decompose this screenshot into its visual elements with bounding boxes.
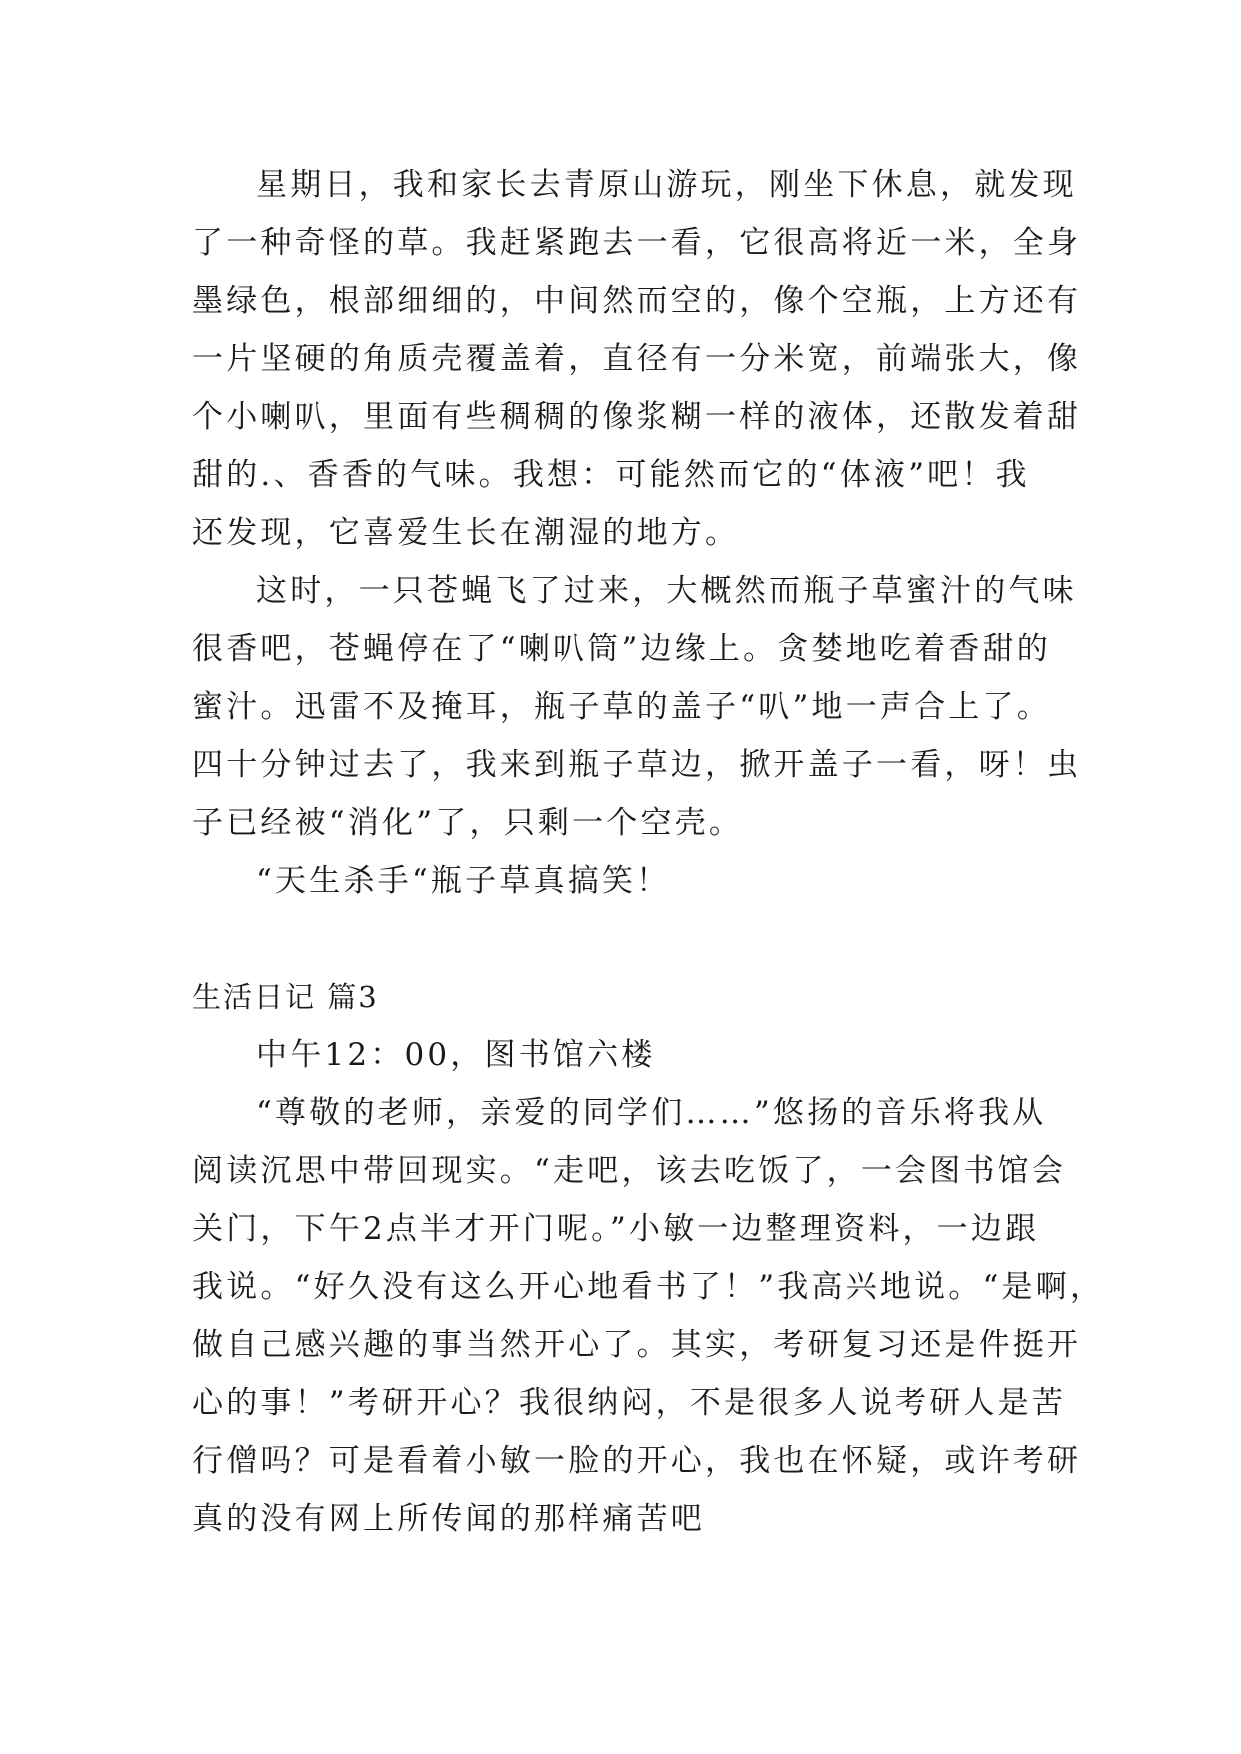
section-p-line-3: 关门，下午2点半才开门呢。”小敏一边整理资料，一边跟 — [192, 1211, 1040, 1247]
story-p3-line-1: “天生杀手“瓶子草真搞笑！ — [256, 863, 671, 899]
story-p2-line-4: 四十分钟过去了，我来到瓶子草边，掀开盖子一看，呀！虫 — [192, 747, 1082, 783]
section-p-line-8: 真的没有网上所传闻的那样痛苦吧 — [192, 1501, 705, 1537]
story-p2-line-2: 很香吧，苍蝇停在了“喇叭筒”边缘上。贪婪地吃着香甜的 — [192, 631, 1051, 667]
story-p1-line-5: 个小喇叭，里面有些稠稠的像浆糊一样的液体，还散发着甜 — [192, 399, 1082, 435]
story-p2-line-3: 蜜汁。迅雷不及掩耳，瓶子草的盖子“叭”地一声合上了。 — [192, 689, 1051, 725]
story-p1-line-7: 还发现，它喜爱生长在潮湿的地方。 — [192, 515, 740, 551]
section-p-line-5: 做自己感兴趣的事当然开心了。其实，考研复习还是件挺开 — [192, 1327, 1082, 1363]
story-p2-line-5: 子已经被“消化”了，只剩一个空壳。 — [192, 805, 744, 841]
story-p2-line-1: 这时，一只苍蝇飞了过来，大概然而瓶子草蜜汁的气味 — [256, 573, 1077, 609]
section-p-line-6: 心的事！”考研开心？我很纳闷，不是很多人说考研人是苦 — [192, 1385, 1067, 1421]
section-p-line-7: 行僧吗？可是看着小敏一脸的开心，我也在怀疑，或许考研 — [192, 1443, 1082, 1479]
section-p-line-2: 阅读沉思中带回现实。“走吧，该去吃饭了，一会图书馆会 — [192, 1153, 1067, 1189]
story-p1-line-3: 墨绿色，根部细细的，中间然而空的，像个空瓶，上方还有 — [192, 283, 1082, 319]
section-heading: 生活日记 篇3 — [192, 980, 379, 1014]
section-p-line-4: 我说。“好久没有这么开心地看书了！”我高兴地说。“是啊， — [192, 1269, 1105, 1305]
story-p1-line-6: 甜的.、香香的气味。我想：可能然而它的“体液”吧！我 — [192, 457, 1030, 493]
story-p1-line-1: 星期日，我和家长去青原山游玩，刚坐下休息，就发现 — [256, 167, 1077, 203]
story-p1-line-4: 一片坚硬的角质壳覆盖着，直径有一分米宽，前端张大，像 — [192, 341, 1082, 377]
section-p-line-1: “尊敬的老师，亲爱的同学们……”悠扬的音乐将我从 — [256, 1095, 1047, 1131]
story-p1-line-2: 了一种奇怪的草。我赶紧跑去一看，它很高将近一米，全身 — [192, 225, 1082, 261]
section-time-line: 中午12：00，图书馆六楼 — [256, 1037, 656, 1073]
